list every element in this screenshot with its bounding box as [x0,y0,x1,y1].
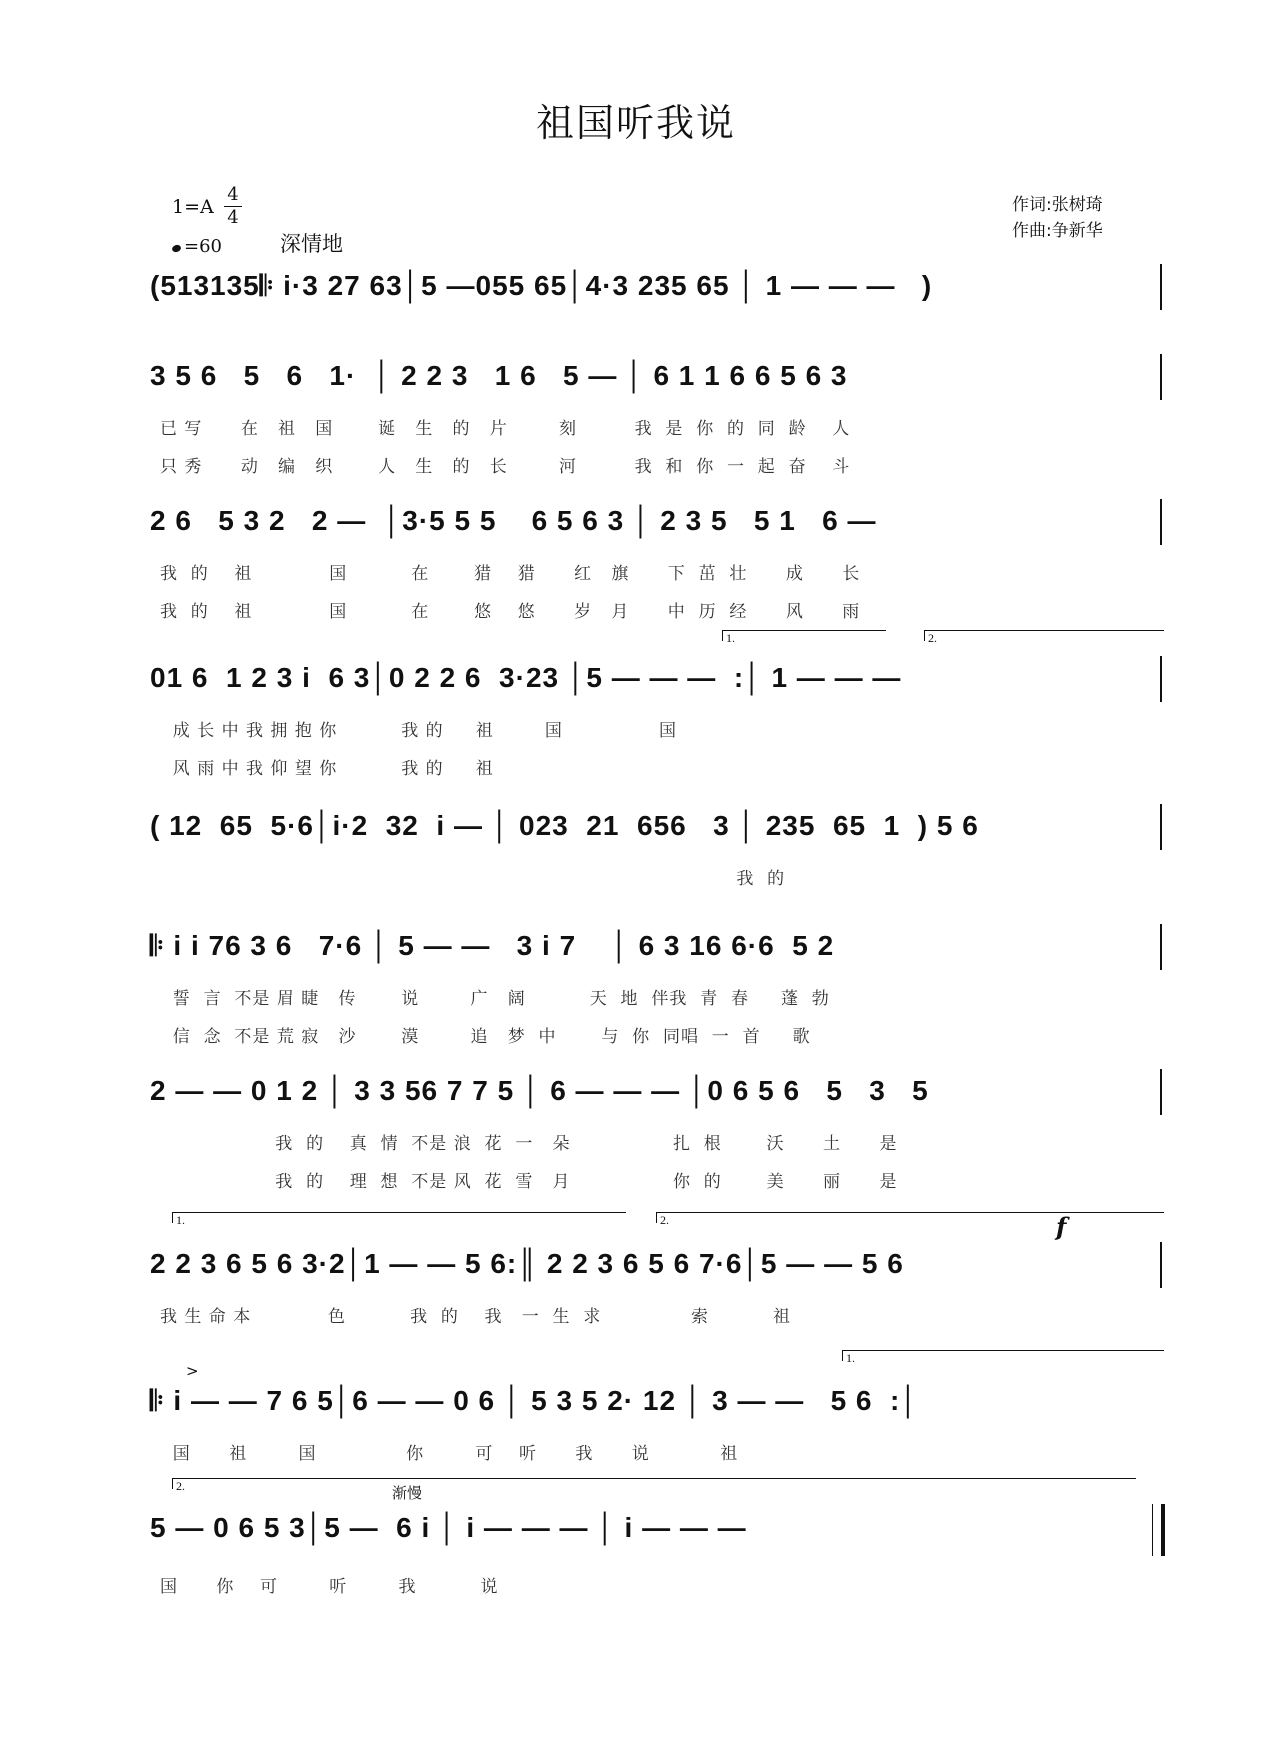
score-row [150,930,1160,1050]
notation-line: 01 6 1 2 3 i 6 3│0 2 2 6 3·23 │5 — — — :│ 1 — — — [150,662,902,693]
song-title: 祖国听我说 [535,101,736,145]
lyric-line-1: 我 的 [160,869,786,889]
slowing-marking: 渐慢 [392,1484,423,1502]
volta-1-bracket [722,630,886,645]
score-row [150,1248,1160,1338]
lyric-line-1: 国 你 可 听 我 说 [160,1577,499,1597]
lyric-line-1: 我 的 祖 国 在 猎 猎 红 旗 下 茁 壮 成 长 [160,564,861,584]
notation-line: 2 6 5 3 2 2 — │3·5 5 5 6 5 6 3 │ 2 3 5 5 1 6 — [150,505,877,536]
lyric-line-2: 信 念 不是 荒 寂 沙 漠 追 梦 中 与 你 同唱 一 首 歌 [160,1027,811,1047]
key-signature: 1=A [172,196,214,218]
accent-marking: > [186,1362,199,1380]
tempo-value: =60 [184,236,222,257]
notation-line: 𝄆 i — — 7 6 5│6 — — 0 6 │ 5 3 5 2· 12 │ 3 — — 5 6 :│ [150,1385,919,1416]
notation-line: (513135𝄆 i·3 27 63│5 —055 65│4·3 235 65 │ 1 — — — ) [150,270,933,301]
score-row [150,1512,1160,1602]
lyric-line-2: 风 雨 中 我 仰 望 你 我 的 祖 [160,759,494,779]
volta-2-label: 2. [660,1213,669,1227]
score-row [150,1075,1160,1195]
barline [1160,1242,1162,1288]
score-row [150,1385,1160,1475]
volta-1-label: 1. [726,631,735,645]
lyric-line-1: 我 生 命 本 色 我 的 我 一 生 求 索 祖 [160,1307,792,1327]
barline [1160,656,1162,702]
lyric-line-1: 已 写 在 祖 国 诞 生 的 片 刻 我 是 你 的 同 龄 人 [160,419,851,439]
volta-2-bracket [924,630,1164,645]
barline [1160,354,1162,400]
barline [1160,924,1162,970]
lyric-line-1: 誓 言 不是 眉 睫 传 说 广 阔 天 地 伴我 青 春 蓬 勃 [160,989,830,1009]
volta-2-label: 2. [176,1479,185,1493]
volta-1-bracket [842,1350,1164,1365]
lyric-line-1: 国 祖 国 你 可 听 我 说 祖 [160,1444,739,1464]
expression-marking: 深情地 [280,232,343,256]
composer: 作曲:争新华 [1012,221,1103,241]
lyric-line-2: 我 的 祖 国 在 悠 悠 岁 月 中 历 经 风 雨 [160,602,861,622]
volta-1-label: 1. [846,1351,855,1365]
barline [1160,499,1162,545]
barline [1160,804,1162,850]
score-row [150,810,1160,900]
volta-1-label: 1. [176,1213,185,1227]
volta-1-bracket [172,1212,626,1227]
forte-marking: f [1056,1212,1067,1241]
lyric-line-1: 我 的 真 情 不是 浪 花 一 朵 扎 根 沃 土 是 [160,1134,898,1154]
volta-2-bracket [656,1212,1164,1227]
final-barline [1152,1504,1165,1556]
quarter-note-icon [171,244,182,254]
score-row [150,505,1160,625]
tempo-marking [172,236,222,257]
volta-2-label: 2. [928,631,937,645]
score-row [150,662,1160,782]
notation-line: 2 — — 0 1 2 │ 3 3 56 7 7 5 │ 6 — — — │0 6 5 6 5 3 5 [150,1075,929,1106]
time-signature [224,184,242,229]
score-row [150,360,1160,480]
lyric-line-2: 只 秀 动 编 织 人 生 的 长 河 我 和 你 一 起 奋 斗 [160,457,851,477]
time-signature-top: 4 [227,184,239,205]
credits [1012,192,1103,244]
barline [1160,264,1162,310]
time-signature-bottom: 4 [224,206,242,229]
lyricist: 作词:张树琦 [1012,195,1103,215]
notation-line: ( 12 65 5·6│i·2 32 i — │ 023 21 656 3 │ 235 65 1 ) 5 6 [150,810,979,841]
score-row [150,270,1160,330]
barline [1160,1069,1162,1115]
lyric-line-1: 成 长 中 我 拥 抱 你 我 的 祖 国 国 [160,721,677,741]
notation-line: 2 2 3 6 5 6 3·2│1 — — 5 6:║ 2 2 3 6 5 6 7·6│5 — — 5 6 [150,1248,904,1279]
notation-line: 3 5 6 5 6 1· │ 2 2 3 1 6 5 — │ 6 1 1 6 6 5 6 3 [150,360,848,391]
lyric-line-2: 我 的 理 想 不是 风 花 雪 月 你 的 美 丽 是 [160,1172,898,1192]
notation-line: 5 — 0 6 5 3│5 — 6 i │ i — — — │ i — — — [150,1512,747,1543]
notation-line: 𝄆 i i 76 3 6 7·6 │ 5 — — 3 i 7 │ 6 3 16 6·6 5 2 [150,930,835,961]
